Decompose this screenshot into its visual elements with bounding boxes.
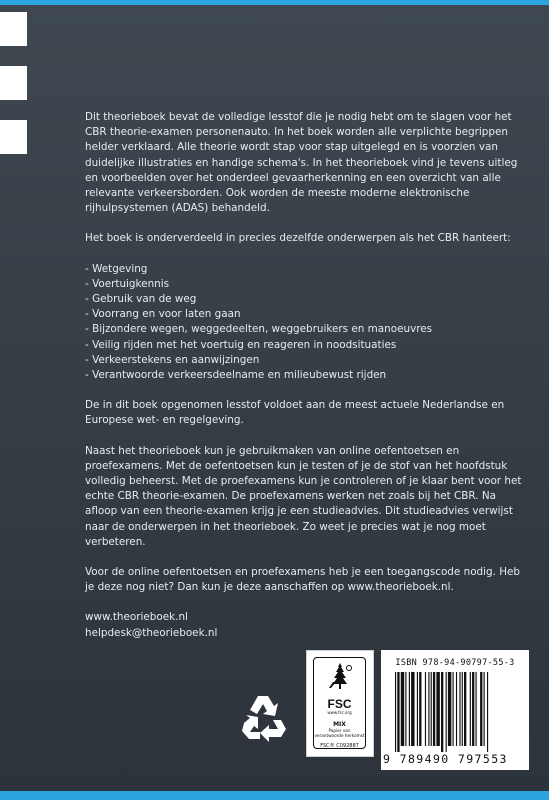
barcode-bar: [417, 672, 418, 746]
barcode-bar: [419, 672, 421, 746]
barcode-bar: [401, 672, 404, 746]
recycle-icon: [238, 690, 290, 742]
barcode-bar: [480, 672, 482, 746]
topic-item: - Voorrang en voor laten gaan: [85, 307, 525, 322]
barcode-bar: [459, 672, 460, 746]
barcode-bar: [433, 672, 435, 746]
barcode-bar: [446, 672, 447, 752]
barcode-bar: [470, 672, 471, 746]
website-link[interactable]: www.theorieboek.nl: [85, 611, 188, 624]
topic-item: - Verkeerstekens en aanwijzingen: [85, 353, 525, 368]
compliance-paragraph: De in dit boek opgenomen lesstof voldoet aan de meest actuele Nederlandse en Europese wet- en regelgeving.: [85, 399, 505, 427]
access-paragraph: Voor de online oefentoetsen en proefexamens heb je een toegangscode nodig. Heb je deze nog niet? Dan kun je deze aanschaffen op www.theorieboek.nl.: [85, 566, 521, 594]
barcode-bar: [462, 672, 463, 746]
barcode-bar: [448, 672, 451, 746]
topic-item: - Voertuigkennis: [85, 277, 525, 292]
fsc-description: Papier van verantwoorde herkomst: [314, 728, 365, 738]
topic-item: - Verantwoorde verkeersdeelname en milieubewust rijden: [85, 368, 525, 383]
barcode-bar: [395, 672, 396, 752]
bottom-accent-bar: [0, 791, 549, 800]
barcode-bar: [431, 672, 432, 746]
top-accent-bar: [0, 0, 549, 5]
topic-item: - Gebruik van de weg: [85, 292, 525, 307]
side-tab-1: [0, 12, 27, 46]
fsc-logo-frame: [313, 657, 366, 749]
barcode-bar: [464, 672, 466, 746]
topic-item: - Wetgeving: [85, 262, 525, 277]
back-cover-text: [85, 110, 525, 641]
barcode-bar: [405, 672, 406, 746]
barcode-bar: [436, 672, 439, 746]
isbn-label: ISBN 978-94-90797-55-3: [395, 658, 515, 668]
barcode-bar: [472, 672, 474, 746]
fsc-code: FSC® C092887: [320, 743, 359, 749]
barcode-bar: [411, 672, 414, 746]
barcode-bar: [476, 672, 477, 746]
isbn-barcode: [381, 650, 529, 770]
barcode-bar: [453, 672, 454, 746]
contact-links: [85, 610, 525, 640]
email-link[interactable]: helpdesk@theorieboek.nl: [85, 626, 218, 639]
fsc-url: www.fsc.org: [327, 710, 352, 715]
division-paragraph: Het boek is onderverdeeld in precies dezelfde onderwerpen als het CBR hanteert:: [85, 232, 511, 245]
barcode-bar: [397, 672, 399, 752]
fsc-name: FSC: [327, 697, 352, 711]
fsc-tree-icon: [325, 662, 355, 690]
barcode-bar: [428, 672, 429, 746]
fsc-label: [306, 650, 374, 757]
ean-digits: 9 789490 797553: [383, 752, 508, 766]
barcode-bar: [409, 672, 410, 746]
online-paragraph: Naast het theorieboek kun je gebruikmaken van online oefentoetsen en proefexamens. Met de oefentoetsen kun je testen of je de stof van het hoofdstuk volledig beheerst. Met de proefexamens kun je controleren of je klaar bent voor het echte CBR theorie-examen. De proefexamens werken net zoals bij het CBR. Na afloop van een theorie-examen krijg je een studieadvies. Dit studieadvies verwijst naar de onderwerpen in het theorieboek. Zo weet je precies wat je nog moet verbeteren.: [85, 444, 522, 548]
barcode-bar: [487, 672, 488, 752]
barcode-bar: [441, 672, 443, 752]
barcode-bar: [456, 672, 457, 746]
topic-item: - Veilig rijden met het voertuig en reageren in noodsituaties: [85, 338, 525, 353]
topic-list: [85, 262, 525, 384]
side-tab-2: [0, 66, 27, 100]
intro-paragraph: Dit theorieboek bevat de volledige lesstof die je nodig hebt om te slagen voor het CBR theorie-examen personenauto. In het boek worden alle verplichte begrippen helder verklaard. Alle theorie wordt stap voor stap uitgelegd en is voorzien van duidelijke illustraties en handige schema's. In het theorieboek vind je tevens uitleg en voorbeelden over het onderdeel gevaarherkenning en een overzicht van alle relevante verkeersborden. Ook worden de meeste moderne elektronische rijhulpsystemen (ADAS) behandeld.: [85, 111, 518, 215]
topic-item: - Bijzondere wegen, weggedeelten, weggebruikers en manoeuvres: [85, 322, 525, 337]
barcode-bars: [395, 672, 519, 752]
barcode-bar: [425, 672, 426, 746]
fsc-mix: MIX: [333, 721, 346, 728]
side-tab-3: [0, 120, 27, 154]
barcode-bar: [484, 672, 485, 746]
